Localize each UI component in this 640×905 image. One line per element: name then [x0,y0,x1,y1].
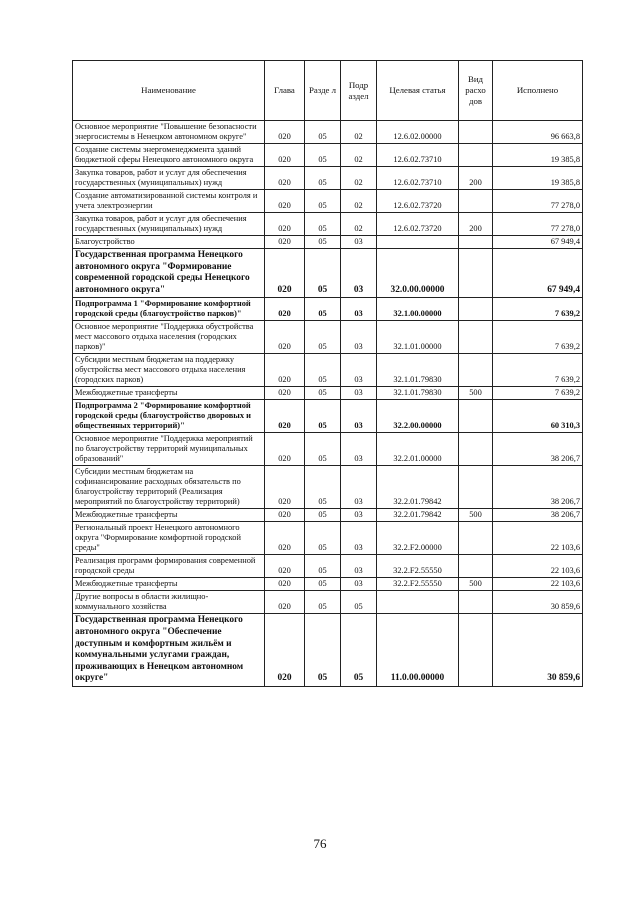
table-row [73,555,583,578]
row-razdel-cell: 05 [305,387,341,400]
table-header-row [73,61,583,121]
row-target-article-cell: 32.2.F2.00000 [377,522,459,555]
row-name-cell: Межбюджетные трансферты [73,387,265,400]
row-razdel-cell: 05 [305,167,341,190]
row-podrazdel-cell: 02 [341,144,377,167]
row-podrazdel-cell: 03 [341,321,377,354]
row-name-cell: Благоустройство [73,236,265,249]
row-podrazdel-cell: 03 [341,298,377,321]
row-executed-cell: 38 206,7 [493,509,583,522]
row-razdel-cell: 05 [305,236,341,249]
row-name-cell: Подпрограмма 2 "Формирование комфортной городской среды (благоустройство дворовых и общественных территорий)" [73,400,265,433]
row-razdel-cell: 05 [305,321,341,354]
row-name-cell: Создание автоматизированной системы контроля и учета электроэнергии [73,190,265,213]
row-expense-type-cell [459,144,493,167]
row-podrazdel-cell: 02 [341,190,377,213]
row-expense-type-cell: 200 [459,213,493,236]
row-target-article-cell: 12.6.02.73720 [377,213,459,236]
row-executed-cell: 7 639,2 [493,321,583,354]
row-executed-cell: 7 639,2 [493,298,583,321]
row-glava-cell: 020 [265,591,305,614]
row-name-cell: Закупка товаров, работ и услуг для обеспечения государственных (муниципальных) нужд [73,213,265,236]
row-target-article-cell: 32.1.01.79830 [377,387,459,400]
table-row [73,433,583,466]
table-row [73,509,583,522]
row-razdel-cell: 05 [305,400,341,433]
row-glava-cell: 020 [265,400,305,433]
row-target-article-cell: 32.2.01.79842 [377,509,459,522]
row-executed-cell: 96 663,8 [493,121,583,144]
header-name: Наименование [73,61,265,121]
row-glava-cell: 020 [265,522,305,555]
page-number: 76 [313,836,327,851]
row-executed-cell: 22 103,6 [493,555,583,578]
row-razdel-cell: 05 [305,121,341,144]
row-glava-cell: 020 [265,614,305,687]
row-glava-cell: 020 [265,321,305,354]
table-row [73,144,583,167]
row-glava-cell: 020 [265,433,305,466]
table-row [73,466,583,509]
row-podrazdel-cell: 02 [341,121,377,144]
row-expense-type-cell [459,555,493,578]
row-executed-cell: 19 385,8 [493,144,583,167]
row-name-cell: Основное мероприятие "Поддержка обустройства мест массового отдыха населения (городских парков)" [73,321,265,354]
row-glava-cell: 020 [265,509,305,522]
table-row [73,354,583,387]
row-executed-cell: 22 103,6 [493,522,583,555]
header-expense-type: Вид расхо дов [459,61,493,121]
row-name-cell: Подпрограмма 1 "Формирование комфортной городской среды (благоустройство парков)" [73,298,265,321]
row-podrazdel-cell: 03 [341,354,377,387]
row-expense-type-cell: 500 [459,509,493,522]
row-expense-type-cell: 500 [459,387,493,400]
row-razdel-cell: 05 [305,190,341,213]
row-podrazdel-cell: 03 [341,466,377,509]
row-executed-cell: 7 639,2 [493,387,583,400]
row-glava-cell: 020 [265,555,305,578]
table-row [73,400,583,433]
row-podrazdel-cell: 03 [341,509,377,522]
row-target-article-cell: 32.1.01.79830 [377,354,459,387]
row-executed-cell: 22 103,6 [493,578,583,591]
table-row [73,522,583,555]
row-razdel-cell: 05 [305,298,341,321]
table-row [73,578,583,591]
row-razdel-cell: 05 [305,614,341,687]
row-podrazdel-cell: 03 [341,433,377,466]
row-expense-type-cell [459,354,493,387]
row-razdel-cell: 05 [305,249,341,298]
row-name-cell: Межбюджетные трансферты [73,509,265,522]
row-glava-cell: 020 [265,190,305,213]
row-glava-cell: 020 [265,236,305,249]
row-expense-type-cell: 200 [459,167,493,190]
row-target-article-cell [377,591,459,614]
row-executed-cell: 19 385,8 [493,167,583,190]
row-glava-cell: 020 [265,121,305,144]
row-target-article-cell: 32.0.00.00000 [377,249,459,298]
row-glava-cell: 020 [265,144,305,167]
table-row [73,236,583,249]
row-executed-cell: 60 310,3 [493,400,583,433]
table-row [73,213,583,236]
row-razdel-cell: 05 [305,466,341,509]
row-podrazdel-cell: 03 [341,249,377,298]
row-expense-type-cell [459,522,493,555]
row-podrazdel-cell: 03 [341,578,377,591]
row-glava-cell: 020 [265,213,305,236]
row-expense-type-cell [459,400,493,433]
row-target-article-cell: 12.6.02.00000 [377,121,459,144]
row-name-cell: Закупка товаров, работ и услуг для обеспечения государственных (муниципальных) нужд [73,167,265,190]
row-target-article-cell: 32.2.00.00000 [377,400,459,433]
row-glava-cell: 020 [265,167,305,190]
row-podrazdel-cell: 03 [341,555,377,578]
row-name-cell: Основное мероприятие "Повышение безопасности энергосистемы в Ненецком автономном округе" [73,121,265,144]
row-podrazdel-cell: 03 [341,522,377,555]
row-executed-cell: 30 859,6 [493,614,583,687]
table-row [73,321,583,354]
row-podrazdel-cell: 02 [341,213,377,236]
row-podrazdel-cell: 02 [341,167,377,190]
table-row [73,298,583,321]
row-expense-type-cell [459,321,493,354]
row-expense-type-cell: 500 [459,578,493,591]
budget-table [72,60,583,687]
row-executed-cell: 77 278,0 [493,213,583,236]
row-name-cell: Государственная программа Ненецкого автономного округа "Формирование современной городской среды Ненецкого автономного округа" [73,249,265,298]
row-name-cell: Субсидии местным бюджетам на поддержку обустройства мест массового отдыха населения (городских парков) [73,354,265,387]
row-target-article-cell: 32.2.F2.55550 [377,578,459,591]
row-razdel-cell: 05 [305,522,341,555]
row-expense-type-cell [459,614,493,687]
row-expense-type-cell [459,466,493,509]
row-razdel-cell: 05 [305,144,341,167]
header-glava: Глава [265,61,305,121]
row-name-cell: Другие вопросы в области жилищно-коммунального хозяйства [73,591,265,614]
row-razdel-cell: 05 [305,213,341,236]
header-target-article: Целевая статья [377,61,459,121]
row-target-article-cell: 32.1.01.00000 [377,321,459,354]
row-target-article-cell: 32.2.01.00000 [377,433,459,466]
table-row [73,249,583,298]
row-target-article-cell [377,236,459,249]
row-expense-type-cell [459,236,493,249]
row-target-article-cell: 32.2.F2.55550 [377,555,459,578]
row-executed-cell: 67 949,4 [493,249,583,298]
row-name-cell: Государственная программа Ненецкого автономного округа "Обеспечение доступным и комфортным жильём и коммунальными услугами граждан, проживающих в Ненецком автономном округе" [73,614,265,687]
row-executed-cell: 77 278,0 [493,190,583,213]
table-row [73,591,583,614]
row-name-cell: Межбюджетные трансферты [73,578,265,591]
row-glava-cell: 020 [265,387,305,400]
row-executed-cell: 67 949,4 [493,236,583,249]
row-podrazdel-cell: 03 [341,236,377,249]
row-expense-type-cell [459,190,493,213]
row-podrazdel-cell: 05 [341,614,377,687]
row-razdel-cell: 05 [305,433,341,466]
row-executed-cell: 30 859,6 [493,591,583,614]
row-razdel-cell: 05 [305,555,341,578]
header-razdel: Разде л [305,61,341,121]
row-expense-type-cell [459,249,493,298]
table-row [73,121,583,144]
row-expense-type-cell [459,121,493,144]
table-row [73,190,583,213]
row-expense-type-cell [459,591,493,614]
row-razdel-cell: 05 [305,354,341,387]
row-razdel-cell: 05 [305,509,341,522]
row-expense-type-cell [459,298,493,321]
row-podrazdel-cell: 03 [341,387,377,400]
header-podrazdel: Подр аздел [341,61,377,121]
row-expense-type-cell [459,433,493,466]
table-row [73,167,583,190]
row-executed-cell: 38 206,7 [493,433,583,466]
row-executed-cell: 7 639,2 [493,354,583,387]
row-name-cell: Субсидии местным бюджетам на софинансирование расходных обязательств по благоустройству территорий (Реализация мероприятий по благоустройству территорий) [73,466,265,509]
row-target-article-cell: 11.0.00.00000 [377,614,459,687]
row-glava-cell: 020 [265,354,305,387]
row-glava-cell: 020 [265,249,305,298]
row-target-article-cell: 12.6.02.73720 [377,190,459,213]
row-glava-cell: 020 [265,298,305,321]
header-executed: Исполнено [493,61,583,121]
row-podrazdel-cell: 05 [341,591,377,614]
table-row [73,387,583,400]
row-razdel-cell: 05 [305,591,341,614]
row-name-cell: Основное мероприятие "Поддержка мероприятий по благоустройству территорий муниципальных образований" [73,433,265,466]
row-glava-cell: 020 [265,578,305,591]
document-page [72,60,582,687]
row-name-cell: Региональный проект Ненецкого автономного округа "Формирование комфортной городской среды" [73,522,265,555]
row-name-cell: Создание системы энергоменеджмента зданий бюджетной сферы Ненецкого автономного округа [73,144,265,167]
table-body [73,121,583,687]
row-podrazdel-cell: 03 [341,400,377,433]
row-target-article-cell: 32.2.01.79842 [377,466,459,509]
row-target-article-cell: 12.6.02.73710 [377,144,459,167]
row-target-article-cell: 32.1.00.00000 [377,298,459,321]
table-row [73,614,583,687]
row-name-cell: Реализация программ формирования современной городской среды [73,555,265,578]
row-executed-cell: 38 206,7 [493,466,583,509]
row-glava-cell: 020 [265,466,305,509]
row-target-article-cell: 12.6.02.73710 [377,167,459,190]
row-razdel-cell: 05 [305,578,341,591]
